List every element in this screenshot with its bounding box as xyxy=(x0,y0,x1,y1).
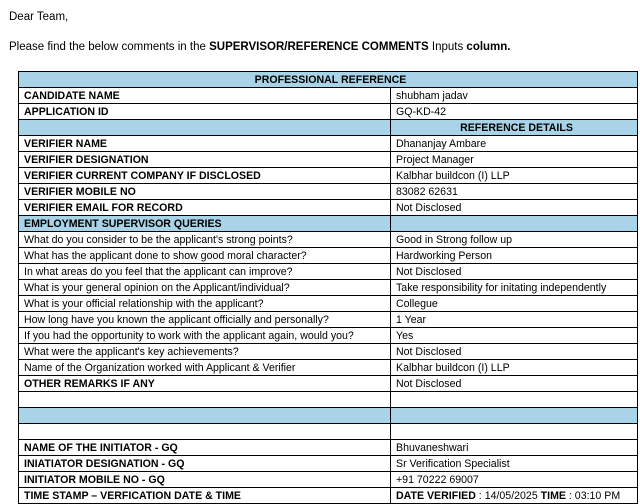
query-question: What is your official relationship with the applicant? xyxy=(19,296,391,312)
table-spacer-row xyxy=(19,424,638,440)
candidate-name-value: shubham jadav xyxy=(391,88,638,104)
candidate-name-label: CANDIDATE NAME xyxy=(19,88,391,104)
verifier-label: VERIFIER NAME xyxy=(19,136,391,152)
query-answer: Collegue xyxy=(391,296,638,312)
time-value: : 03:10 PM xyxy=(565,489,621,502)
table-header-row xyxy=(19,72,638,88)
table-row xyxy=(19,200,638,216)
greeting: Dear Team, xyxy=(9,11,69,23)
table-row xyxy=(19,216,638,232)
query-answer: Not Disclosed xyxy=(391,264,638,280)
table-row xyxy=(19,280,638,296)
query-answer: Kalbhar buildcon (I) LLP xyxy=(391,360,638,376)
verifier-value: Project Manager xyxy=(391,152,638,168)
query-question: What were the applicant's key achievements? xyxy=(19,344,391,360)
intro-before: Please find the below comments in the xyxy=(9,41,210,53)
initiator-value: +91 70222 69007 xyxy=(391,472,638,488)
initiator-value: Bhuvaneshwari xyxy=(391,440,638,456)
table-row xyxy=(19,104,638,120)
intro-middle: Inputs xyxy=(428,41,467,53)
table-row xyxy=(19,296,638,312)
query-answer: Yes xyxy=(391,328,638,344)
table-row xyxy=(19,136,638,152)
verifier-label: VERIFIER DESIGNATION xyxy=(19,152,391,168)
table-separator-row xyxy=(19,408,638,424)
blank-cell xyxy=(19,424,391,440)
query-question: What has the applicant done to show good moral character? xyxy=(19,248,391,264)
blank-cell xyxy=(19,392,391,408)
table-row xyxy=(19,344,638,360)
queries-header-blank-cell xyxy=(391,216,638,232)
queries-header: EMPLOYMENT SUPERVISOR QUERIES xyxy=(19,216,391,232)
query-answer: Good in Strong follow up xyxy=(391,232,638,248)
table-row xyxy=(19,488,638,504)
table-row xyxy=(19,376,638,392)
timestamp-label: TIME STAMP – VERFICATION DATE & TIME xyxy=(19,488,391,504)
date-verified-label: DATE VERIFIED xyxy=(396,489,476,502)
query-answer: Hardworking Person xyxy=(391,248,638,264)
intro-text xyxy=(9,41,511,53)
blank-cell xyxy=(391,424,638,440)
query-question: In what areas do you feel that the applicant can improve? xyxy=(19,264,391,280)
other-remarks-value: Not Disclosed xyxy=(391,376,638,392)
table-row xyxy=(19,328,638,344)
ref-details-blank-cell xyxy=(19,120,391,136)
intro-bold-section: SUPERVISOR/REFERENCE COMMENTS xyxy=(209,41,429,53)
table-row xyxy=(19,456,638,472)
intro-bold-column: column. xyxy=(466,41,511,53)
verifier-label: VERIFIER CURRENT COMPANY IF DISCLOSED xyxy=(19,168,391,184)
query-question: Name of the Organization worked with Applicant & Verifier xyxy=(19,360,391,376)
time-label: TIME xyxy=(540,489,566,502)
query-question: How long have you known the applicant officially and personally? xyxy=(19,312,391,328)
blank-cell xyxy=(391,392,638,408)
blank-cell xyxy=(391,408,638,424)
table-row xyxy=(19,472,638,488)
initiator-label: INITIATOR MOBILE NO - GQ xyxy=(19,472,391,488)
query-question: If you had the opportunity to work with the applicant again, would you? xyxy=(19,328,391,344)
table-row xyxy=(19,168,638,184)
table-row xyxy=(19,152,638,168)
query-question: What is your general opinion on the Applicant/individual? xyxy=(19,280,391,296)
application-id-label: APPLICATION ID xyxy=(19,104,391,120)
query-answer: 1 Year xyxy=(391,312,638,328)
date-verified-value: : 14/05/2025 xyxy=(475,489,541,502)
other-remarks-label: OTHER REMARKS IF ANY xyxy=(19,376,391,392)
table-row xyxy=(19,360,638,376)
verifier-value: Kalbhar buildcon (I) LLP xyxy=(391,168,638,184)
reference-details-header: REFERENCE DETAILS xyxy=(391,120,638,136)
application-id-value: GQ-KD-42 xyxy=(391,104,638,120)
initiator-label: NAME OF THE INITIATOR - GQ xyxy=(19,440,391,456)
blank-cell xyxy=(19,408,391,424)
table-row xyxy=(19,184,638,200)
table-spacer-row xyxy=(19,392,638,408)
verifier-label: VERIFIER MOBILE NO xyxy=(19,184,391,200)
verifier-value: Dhananjay Ambare xyxy=(391,136,638,152)
table-row xyxy=(19,248,638,264)
verifier-label: VERIFIER EMAIL FOR RECORD xyxy=(19,200,391,216)
table-row xyxy=(19,312,638,328)
table-title: PROFESSIONAL REFERENCE xyxy=(19,72,638,88)
table-row xyxy=(19,264,638,280)
query-answer: Take responsibility for initating independently xyxy=(391,280,638,296)
table-row xyxy=(19,120,638,136)
verifier-value: 83082 62631 xyxy=(391,184,638,200)
table-row xyxy=(19,440,638,456)
initiator-label: INIATIATOR DESIGNATION - GQ xyxy=(19,456,391,472)
timestamp-value xyxy=(391,488,638,504)
table-row xyxy=(19,88,638,104)
verifier-value: Not Disclosed xyxy=(391,200,638,216)
query-answer: Not Disclosed xyxy=(391,344,638,360)
table-row xyxy=(19,232,638,248)
reference-table xyxy=(18,71,638,504)
query-question: What do you consider to be the applicant's strong points? xyxy=(19,232,391,248)
initiator-value: Sr Verification Specialist xyxy=(391,456,638,472)
